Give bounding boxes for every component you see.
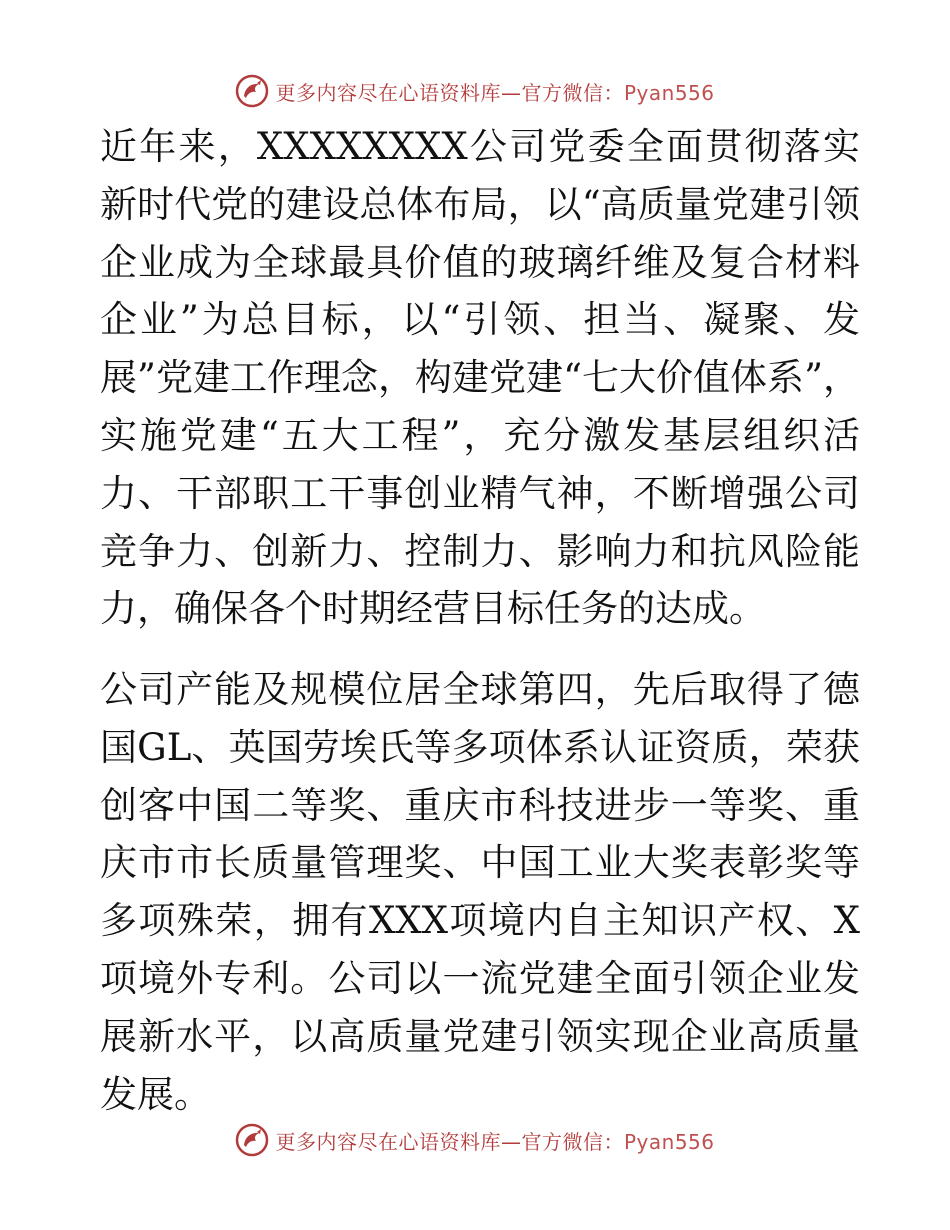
header-watermark bbox=[0, 71, 950, 111]
body-paragraph-2: 公司产能及规模位居全球第四，先后取得了德国GL、英国劳埃氏等多项体系认证资质，荣获创客中国二等奖、重庆市科技进步一等奖、重庆市市长质量管理奖、中国工业大奖表彰奖等多项殊荣，拥有XXX项境内自主知识产权、X项境外专利。公司以一流党建全面引领企业发展新水平，以高质量党建引领实现企业高质量发展。 bbox=[100, 668, 860, 1116]
rooster-logo-icon bbox=[235, 1123, 269, 1157]
wechat-id: Pyan556 bbox=[623, 80, 715, 105]
watermark-text: 更多内容尽在心语资料库—官方微信：Pyan556 bbox=[275, 80, 715, 105]
body-paragraph-1: 近年来，XXXXXXXX公司党委全面贯彻落实新时代党的建设总体布局，以“高质量党建引领企业成为全球最具价值的玻璃纤维及复合材料企业”为总目标，以“引领、担当、凝聚、发展”党建工作理念，构建党建“七大价值体系”，实施党建“五大工程”，充分激发基层组织活力、干部职工干事创业精气神，不断增强公司竞争力、创新力、控制力、影响力和抗风险能力，确保各个时期经营目标任务的达成。 bbox=[100, 125, 860, 631]
footer-watermark bbox=[0, 1120, 950, 1160]
wechat-id: Pyan556 bbox=[623, 1129, 715, 1154]
watermark-text: 更多内容尽在心语资料库—官方微信：Pyan556 bbox=[275, 1129, 715, 1154]
rooster-logo-icon bbox=[235, 74, 269, 108]
